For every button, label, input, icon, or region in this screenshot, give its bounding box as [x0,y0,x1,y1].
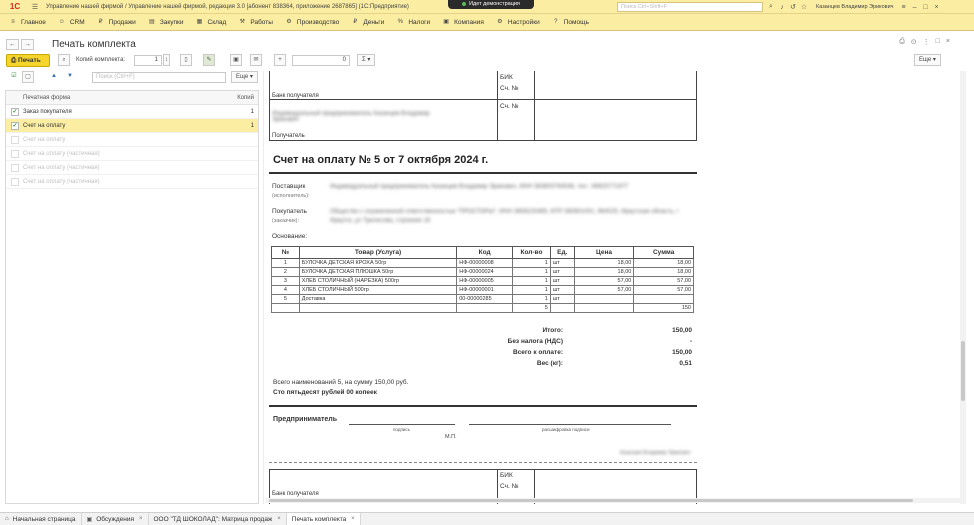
table-cell: Доставка [299,295,456,304]
history-icon[interactable]: ↺ [790,4,796,11]
menu-item-2[interactable] [91,14,142,31]
edit-mode-icon[interactable]: ✎ [203,54,215,66]
menu-item-11[interactable] [546,14,595,31]
account-label: Сч. № [500,85,519,92]
supplier-sub: (исполнитель): [272,193,310,199]
summary-words: Сто пятьдесят рублей 00 копеек [273,389,377,396]
table-cell: 57,00 [574,286,634,295]
menu-item-0[interactable] [3,14,52,31]
menu-icon: ₽ [98,19,103,25]
link-icon[interactable]: ⊙ [910,39,917,46]
buyer-value: Общество с ограниченной ответственностью "ПРОСТОРЫ", ИНН 3808225465, КПП 380801001, 664025, Иркутская область, г Иркутск, ул Трилесова, строение 18 [330,209,679,224]
list-item[interactable] [6,119,258,133]
list-item-label: Счет на оплату [23,122,66,129]
sections-menu [0,14,974,31]
entrepreneur-label: Предприниматель [273,416,338,423]
col-copies-header: Копий [237,94,254,101]
menu-item-9[interactable] [436,14,490,31]
total-value: 150,00 [672,327,692,334]
table-cell: 1 [513,259,551,268]
table-cell: НФ-00000005 [457,277,513,286]
more-label: Еще [919,57,932,63]
total-value: - [689,338,692,345]
menu-icon: ☺ [58,19,65,25]
table-cell: 18,00 [574,268,634,277]
menu-label: CRM [69,18,85,26]
checkbox[interactable] [11,164,19,172]
move-down-icon[interactable]: ▼ [67,73,73,79]
close-tab-icon[interactable]: × [277,516,281,522]
copies-input[interactable]: 1 [134,55,162,66]
supplier-value: Индивидуальный предприниматель Казанцев Владимир Эрикович, ИНН 383803764546, тел.: 89625771977 [330,184,629,190]
table-cell: 5 [513,304,551,313]
uncheck-all-icon[interactable]: ▢ [22,71,34,83]
menu-item-5[interactable] [232,14,279,31]
star-icon[interactable]: ☆ [800,4,808,11]
document-preview[interactable] [263,71,963,504]
menu-label: Работы [250,18,273,26]
table-cell: 18,00 [634,259,694,268]
close-icon[interactable]: × [934,3,939,11]
menu-label: Компания [454,18,484,26]
settings-icon[interactable]: ≡ [901,3,906,11]
decode-line [469,424,671,425]
table-cell: НФ-00000008 [457,259,513,268]
tab-icon: ⌂ [5,516,9,522]
list-item[interactable] [6,161,258,175]
supplier-label: Поставщик [272,183,306,190]
print-forms-list [5,90,259,504]
tab-label: Печать комплекта [291,515,347,523]
bank-divider [497,71,498,141]
global-search-input[interactable]: Поиск Ctrl+Shift+F [617,2,763,12]
menu-label: Продажи [108,18,136,26]
menu-item-7[interactable] [345,14,390,31]
tab-label: Обсуждения [96,515,134,523]
table-cell: ХЛЕБ СТОЛИЧНЫЙ 500гр [299,286,456,295]
table-cell [574,295,634,304]
basis-label: Основание: [272,233,308,240]
window-tab[interactable] [82,513,149,525]
search-icon[interactable]: ⌕ [769,3,773,10]
table-cell: 18,00 [574,259,634,268]
hamburger-icon[interactable]: ☰ [31,3,39,11]
table-cell [299,304,456,313]
invoice-title: Счет на оплату № 5 от 7 октября 2024 г. [273,154,489,166]
table-row [272,277,694,286]
checkbox[interactable] [11,178,19,186]
minimize-icon[interactable]: – [912,3,917,11]
move-up-icon[interactable]: ▲ [51,73,57,79]
menu-icon: ▦ [196,19,203,25]
table-cell: шт [550,268,574,277]
form-header [0,35,974,53]
window-tab[interactable] [149,513,287,525]
app-logo: 1С [9,2,21,11]
title-rule [269,172,697,174]
table-cell: ХЛЕБ СТОЛИЧНЫЙ (НАРЕЗКА) 500гр [299,277,456,286]
menu-label: Деньги [363,18,385,26]
list-item-label: Счет на оплату (частичная) [23,178,100,185]
window-tab[interactable] [287,513,361,525]
list-item-label: Счет на оплату (частичная) [23,164,100,171]
table-cell: НФ-00000001 [457,286,513,295]
checkbox[interactable] [11,136,19,144]
bank-recipient-label-2: Банк получателя [272,491,319,497]
list-header [6,91,258,105]
total-label: Без налога (НДС) [507,338,563,345]
page-setup-icon[interactable]: ▯ [180,54,192,66]
table-cell: 3 [272,277,300,286]
table-header: Ед. [550,247,574,259]
table-header: Товар (Услуга) [299,247,456,259]
table-cell: НФ-00000024 [457,268,513,277]
goods-table [271,246,694,313]
sum-label: Σ [362,57,366,63]
demo-indicator [448,0,534,9]
more-button[interactable]: Еще ▾ [914,54,941,66]
table-row [272,268,694,277]
menu-label: Настройки [507,18,540,26]
open-windows-bar [0,512,974,525]
table-cell: шт [550,277,574,286]
close-form-icon[interactable]: × [945,38,950,45]
summary-text: Всего наименований 5, на сумму 150,00 руб. [273,379,409,386]
user-name[interactable]: Казанцев Владимир Эрикович [816,4,894,10]
table-header: Код [457,247,513,259]
maximize-icon[interactable]: □ [923,3,928,11]
print-toolbar [0,54,974,68]
bank-recipient-label: Банк получателя [272,93,319,99]
menu-icon: ▤ [148,19,155,25]
bell-icon[interactable]: ♪ [780,3,784,11]
table-cell: 1 [513,286,551,295]
window-tab[interactable] [0,513,82,525]
checkbox[interactable]: ✓ [12,122,18,129]
list-item[interactable] [6,133,258,147]
window-title: Управление нашей фирмой / Управление нашей фирмой, редакция 3.0 [абонент 838364, приложение 2687865] (1С:Предприятие) [46,4,409,10]
table-cell: 1 [272,259,300,268]
table-cell: 150 [634,304,694,313]
forward-button[interactable]: → [21,39,34,50]
table-cell [550,304,574,313]
menu-icon: % [397,19,403,25]
menu-item-10[interactable] [490,14,546,31]
list-item-label: Счет на оплату (частичная) [23,150,100,157]
bank-divider-2 [534,71,535,141]
table-cell: 18,00 [634,268,694,277]
tab-label: ООО "ТД ШОКОЛАД": Матрица продаж [153,515,273,523]
tab-icon: ▣ [86,516,93,523]
preview-icon[interactable]: ⌕ [58,54,70,66]
menu-icon: ? [554,19,558,25]
menu-icon: ⚙ [286,19,292,25]
add-icon[interactable]: + [274,54,286,66]
bank-hline [269,99,697,100]
left-toolbar [0,71,262,85]
checkbox[interactable]: ✓ [12,108,18,115]
table-cell: 5 [272,295,300,304]
close-tab-icon[interactable]: × [351,516,355,522]
menu-label: Производство [296,18,340,26]
check-all-icon[interactable]: ☑ [11,73,17,79]
sum-button[interactable]: Σ ▾ [357,54,375,66]
print-icon[interactable]: ⎙ [899,38,905,45]
decode-caption: расшифровка подписи [542,427,590,432]
vertical-scroll-thumb[interactable] [961,341,965,401]
menu-item-3[interactable] [142,14,190,31]
menu-icon: ≡ [11,19,15,25]
recipient-label: Получатель [272,133,305,139]
back-button[interactable]: ← [6,39,19,50]
total-value: 150,00 [672,349,692,356]
checkbox[interactable] [11,150,19,158]
footer-blur: Казанцев Владимир Эрикович [620,450,691,456]
table-cell: 1 [513,295,551,304]
horizontal-scroll-thumb[interactable] [269,499,913,502]
buyer-sub: (заказчик): [272,218,299,224]
demo-label: Идет демонстрация [469,1,520,7]
col-form-header: Печатная форма [23,94,71,101]
table-cell [574,304,634,313]
table-row [272,259,694,268]
menu-icon: ⚙ [497,19,503,25]
table-cell: 1 [513,268,551,277]
stamp-place: М.П. [445,434,457,440]
table-row [272,286,694,295]
table-cell: 00-00000285 [457,295,513,304]
table-cell [457,304,513,313]
page-title: Печать комплекта [52,38,136,50]
bik-label-2: БИК [500,472,513,479]
table-header: Кол-во [513,247,551,259]
buyer-label: Покупатель [272,208,307,215]
list-item-copies: 1 [250,108,254,115]
table-cell: шт [550,295,574,304]
sign-caption: подпись [393,427,411,432]
copies-label: Копий комплекта: [76,57,126,63]
table-cell: 2 [272,268,300,277]
menu-label: Помощь [563,18,589,26]
table-cell: БУЛОЧКА ДЕТСКАЯ КРОХА 50гр [299,259,456,268]
print-button[interactable]: ⎙ Печать [6,54,50,67]
menu-item-1[interactable] [52,14,91,31]
list-item[interactable] [6,105,258,119]
menu-label: Закупки [159,18,184,26]
list-item[interactable] [6,175,258,189]
bank-block [269,71,697,141]
menu-icon: ▣ [443,19,449,25]
vertical-scrollbar[interactable] [960,71,966,504]
list-item-copies: 1 [250,122,254,129]
table-cell: 57,00 [634,286,694,295]
total-label: Итого: [542,327,563,334]
table-header: № [272,247,300,259]
left-more-button[interactable]: Еще ▾ [231,71,258,83]
sum-input[interactable]: 0 [292,55,350,66]
email-icon[interactable]: ✉ [250,54,262,66]
table-header: Цена [574,247,634,259]
account-label-3: Сч. № [500,483,519,490]
menu-label: Налоги [408,18,431,26]
left-more-label: Еще [236,74,249,80]
copies-spin-icon[interactable]: ↕ [163,54,170,66]
horizontal-scrollbar[interactable] [266,498,962,503]
left-search-input[interactable]: Поиск (Ctrl+F) [92,72,226,83]
total-value: 0,51 [679,360,692,367]
close-tab-icon[interactable]: × [138,516,143,522]
print-label: Печать [18,57,41,64]
bik-label: БИК [500,74,513,81]
menu-icon: ₽ [353,19,358,25]
table-cell: БУЛОЧКА ДЕТСКАЯ ПЛЮШКА 50гр [299,268,456,277]
menu-item-8[interactable] [390,14,436,31]
table-cell: 4 [272,286,300,295]
list-item-label: Заказ покупателя [23,108,72,115]
menu-label: Склад [207,18,227,26]
list-item-label: Счет на оплату [23,136,66,143]
menu-item-6[interactable] [279,14,345,31]
table-cell: 57,00 [634,277,694,286]
status-dot-icon [462,2,466,6]
table-cell [272,304,300,313]
save-icon[interactable]: ▣ [230,54,242,66]
sign-line [349,424,455,425]
more-vert-icon[interactable]: ⋮ [922,39,930,46]
maximize-form-icon[interactable]: □ [935,38,940,45]
total-label: Вес (кг): [536,360,563,367]
tab-label: Начальная страница [12,515,76,523]
title-bar [0,0,974,14]
menu-icon: ⚒ [239,19,246,25]
table-cell: 1 [513,277,551,286]
table-cell: шт [550,286,574,295]
recipient-value: Индивидуальный предприниматель Казанцев Владимир Эрикович [272,111,430,123]
table-cell: 57,00 [574,277,634,286]
table-cell [634,295,694,304]
summary-rule [269,405,697,407]
account-label-2: Сч. № [500,103,519,110]
table-cell: шт [550,259,574,268]
menu-item-4[interactable] [190,14,233,31]
menu-label: Главное [21,18,46,26]
table-total-row [272,304,694,313]
table-row [272,295,694,304]
table-header: Сумма [634,247,694,259]
page-separator [269,462,697,463]
total-label: Всего к оплате: [513,349,563,356]
list-item[interactable] [6,147,258,161]
